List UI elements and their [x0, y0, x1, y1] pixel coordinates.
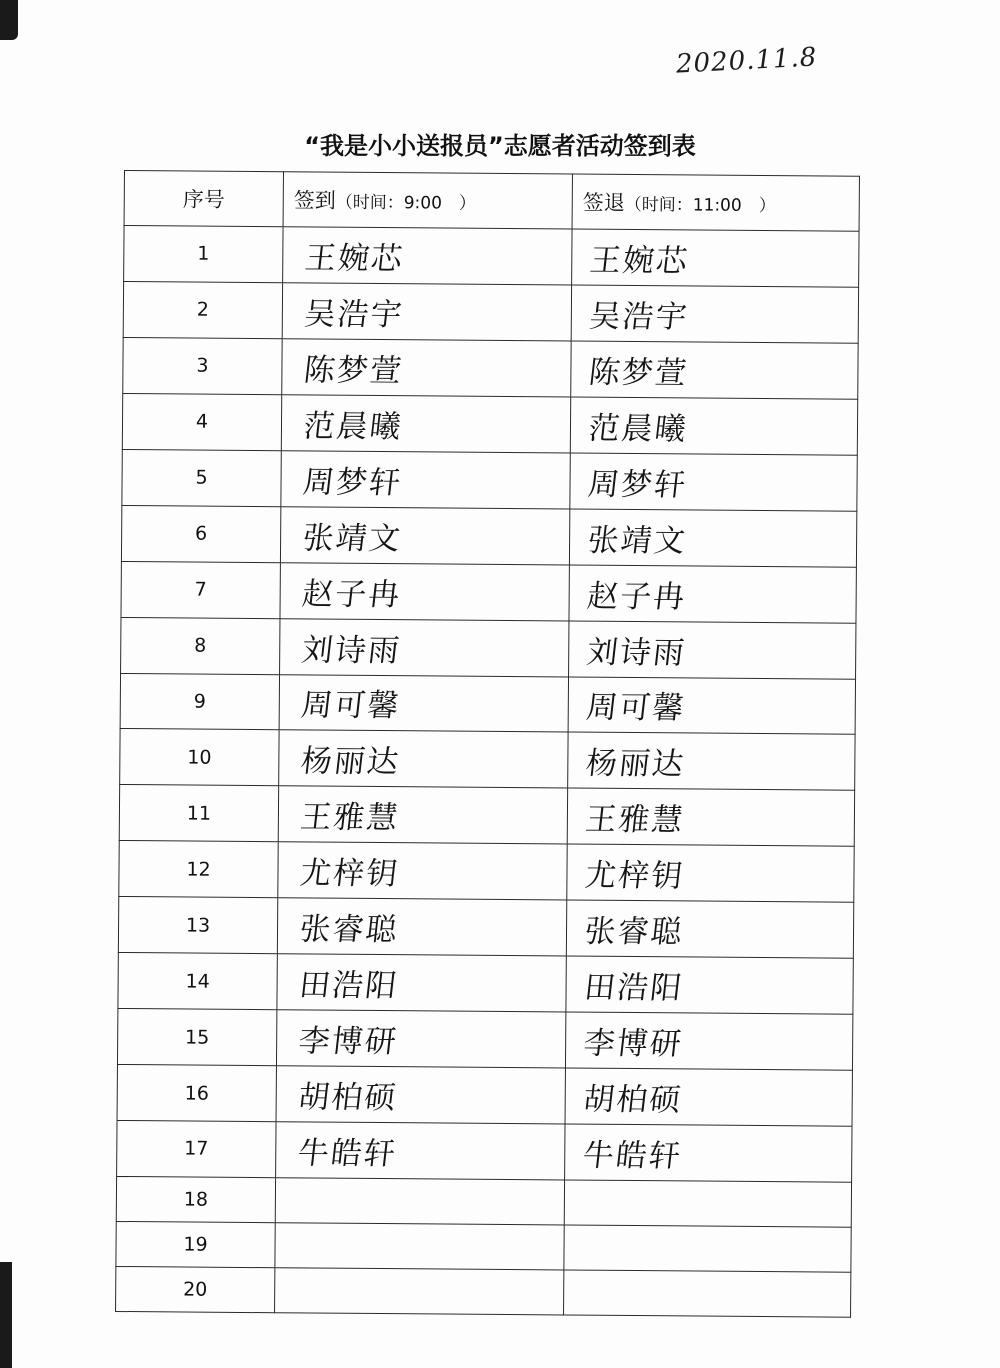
sign-out-cell [565, 1068, 852, 1126]
header-sign-in-label: 签到 [293, 188, 336, 213]
sign-in-signature: 张靖文 [300, 520, 404, 557]
table-row [117, 1009, 852, 1071]
row-number: 8 [121, 617, 280, 674]
sign-out-cell [572, 229, 859, 287]
table-row [116, 1266, 851, 1317]
sign-out-signature: 王婉芯 [587, 242, 691, 280]
sign-in-cell [276, 1122, 565, 1180]
table-row [124, 226, 859, 288]
sign-in-cell [275, 1178, 564, 1225]
row-number: 7 [121, 561, 280, 618]
signin-sheet [115, 170, 859, 1318]
row-number: 9 [120, 673, 279, 730]
sign-in-cell [280, 618, 569, 676]
table-row [118, 897, 853, 959]
sign-in-cell [279, 730, 568, 788]
table-row [122, 393, 857, 455]
sign-in-cell [279, 674, 568, 732]
sign-out-signature: 尤梓钥 [583, 857, 687, 895]
header-sign-in-time: （时间：9:00 ） [335, 192, 477, 214]
row-number: 19 [116, 1221, 275, 1267]
row-number: 18 [116, 1176, 275, 1222]
sign-out-cell [570, 453, 857, 511]
sign-in-signature: 田浩阳 [297, 967, 401, 1005]
row-number: 17 [117, 1120, 276, 1177]
row-number: 13 [118, 897, 277, 954]
sign-in-cell [275, 1268, 564, 1315]
table-row [116, 1221, 851, 1272]
sign-out-cell [571, 285, 858, 343]
sign-in-cell [278, 786, 567, 844]
sign-in-cell [276, 1066, 565, 1124]
table-row [122, 449, 857, 511]
sign-in-cell [282, 283, 571, 341]
sign-out-signature: 张睿聪 [582, 913, 686, 951]
row-number: 16 [117, 1065, 276, 1122]
sign-in-signature: 周梦轩 [301, 464, 405, 501]
sign-in-cell [281, 450, 570, 508]
sign-out-signature: 王雅慧 [583, 802, 687, 839]
sign-in-signature: 李博研 [296, 1023, 400, 1061]
table-row [123, 337, 858, 399]
sign-out-cell [569, 509, 856, 567]
table-row [121, 505, 856, 567]
sign-in-cell [275, 1223, 564, 1270]
sign-in-cell [278, 842, 567, 900]
table-row [117, 1065, 852, 1127]
sign-out-signature: 周梦轩 [586, 466, 690, 504]
sign-in-signature: 张睿聪 [297, 911, 401, 949]
sign-out-signature: 牛皓轩 [580, 1137, 684, 1175]
row-number: 20 [116, 1266, 275, 1312]
row-number: 5 [122, 449, 281, 506]
sign-in-signature: 王婉芯 [302, 240, 406, 278]
sign-in-signature: 牛皓轩 [295, 1135, 399, 1173]
header-sign-out-time: （时间：11:00 ） [624, 194, 776, 217]
sign-in-signature: 杨丽达 [298, 743, 403, 781]
sign-in-cell [283, 227, 572, 285]
sign-out-signature: 张靖文 [585, 522, 689, 560]
header-sign-out [572, 174, 859, 231]
sign-out-signature: 刘诗雨 [584, 634, 688, 671]
sign-out-signature: 杨丽达 [583, 746, 688, 783]
row-number: 15 [117, 1009, 276, 1066]
table-row [116, 1176, 851, 1227]
sign-in-signature: 刘诗雨 [299, 631, 403, 669]
sign-out-cell [571, 341, 858, 399]
sign-out-cell [564, 1270, 851, 1317]
table-row [118, 953, 853, 1015]
table-row [121, 561, 856, 623]
sign-out-signature: 周可馨 [584, 690, 688, 727]
sign-in-cell [277, 954, 566, 1012]
page-title: “我是小小送报员”志愿者活动签到表 [304, 132, 696, 160]
sign-in-cell [280, 506, 569, 564]
sign-out-cell [567, 844, 854, 902]
sign-in-signature: 尤梓钥 [298, 855, 402, 893]
sign-in-signature: 胡柏硕 [296, 1079, 400, 1117]
sign-out-cell [565, 1012, 852, 1070]
header-sign-out-label: 签退 [582, 190, 625, 215]
sign-out-signature: 赵子冉 [585, 578, 689, 616]
header-seq: 序号 [124, 171, 283, 227]
sign-in-cell [280, 562, 569, 620]
row-number: 6 [121, 505, 280, 562]
signin-table [115, 170, 860, 1318]
row-number: 2 [123, 281, 282, 338]
sign-in-signature: 赵子冉 [300, 576, 404, 613]
table-row [120, 673, 855, 735]
table-row [119, 785, 854, 847]
sign-out-cell [568, 732, 855, 790]
sign-out-cell [566, 900, 853, 958]
sign-out-cell [565, 1124, 852, 1182]
table-row [123, 281, 858, 343]
sign-in-signature: 王雅慧 [298, 799, 402, 837]
sign-in-signature: 范晨曦 [301, 408, 405, 445]
sign-out-signature: 田浩阳 [582, 969, 686, 1007]
row-number: 3 [123, 337, 282, 394]
sign-out-cell [567, 788, 854, 846]
table-row [119, 841, 854, 903]
table-header-row [124, 171, 859, 232]
table-row [120, 729, 855, 791]
sign-out-signature: 范晨曦 [586, 410, 690, 448]
row-number: 11 [119, 785, 278, 842]
sign-out-cell [569, 565, 856, 623]
scan-corner-mark [0, 0, 18, 40]
table-row [121, 617, 856, 679]
sign-in-signature: 吴浩宇 [302, 296, 406, 334]
sign-in-cell [281, 395, 570, 453]
sign-out-signature: 陈梦萱 [587, 354, 691, 392]
row-number: 12 [119, 841, 278, 898]
sign-out-cell [564, 1180, 851, 1227]
row-number: 4 [122, 393, 281, 450]
sign-out-cell [568, 677, 855, 735]
handwritten-date: 2020.11.8 [675, 42, 819, 80]
sign-out-cell [564, 1225, 851, 1272]
sign-out-signature: 吴浩宇 [587, 298, 691, 336]
sign-in-cell [277, 898, 566, 956]
sign-out-cell [569, 621, 856, 679]
sign-in-signature: 陈梦萱 [302, 352, 406, 390]
row-number: 10 [120, 729, 279, 786]
scan-edge-mark [0, 1262, 12, 1368]
row-number: 14 [118, 953, 277, 1010]
sign-out-cell [566, 956, 853, 1014]
sign-out-cell [570, 397, 857, 455]
sign-in-signature: 周可馨 [299, 687, 403, 725]
header-sign-in [283, 172, 572, 229]
row-number: 1 [124, 226, 283, 283]
table-row [117, 1120, 852, 1182]
sign-in-cell [276, 1010, 565, 1068]
sign-out-signature: 胡柏硕 [581, 1081, 685, 1119]
sign-in-cell [282, 339, 571, 397]
sign-out-signature: 李博研 [581, 1025, 685, 1063]
